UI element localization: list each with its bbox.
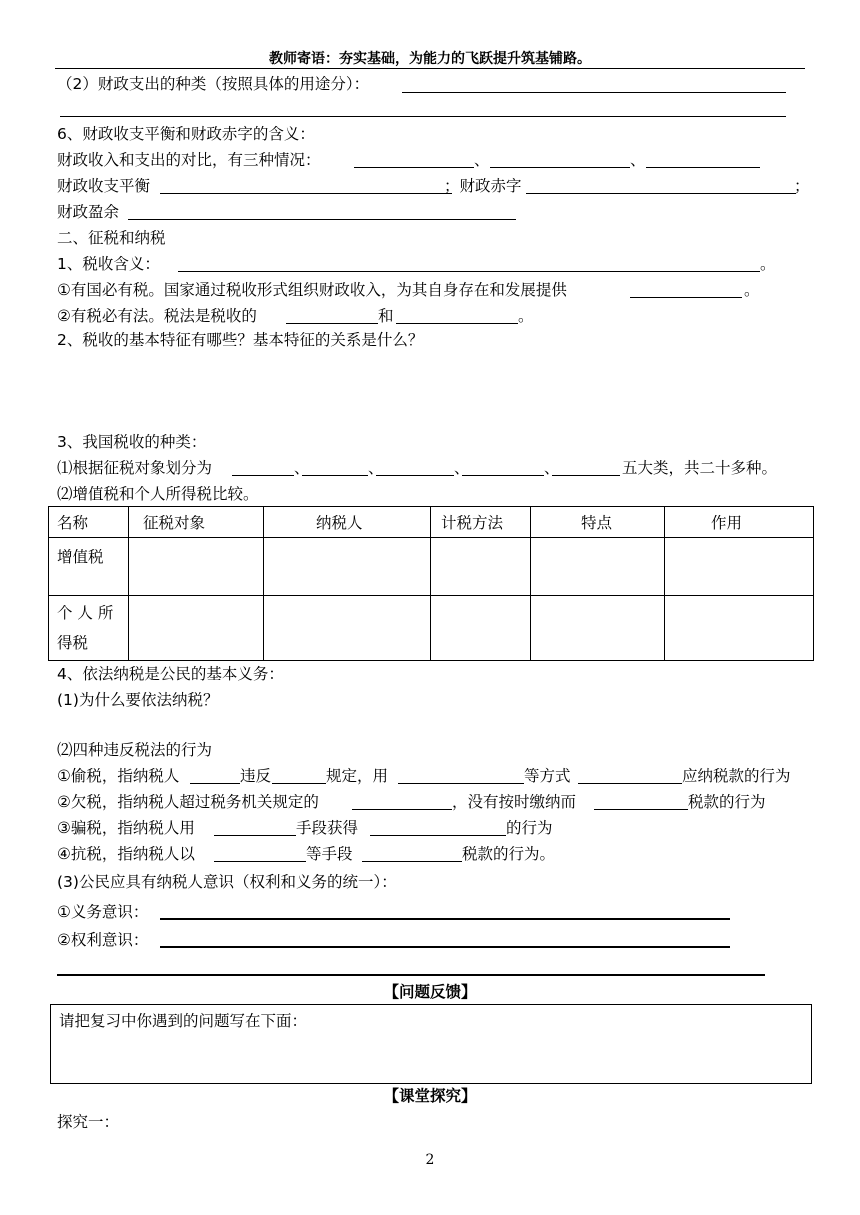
violation-tax-evasion: ①偷税，指纳税人 <box>57 767 180 785</box>
separator: 、 <box>368 459 384 477</box>
separator: 、 <box>630 151 646 169</box>
section-divider <box>57 974 765 976</box>
table-cell[interactable] <box>531 538 665 596</box>
answer-blank[interactable] <box>396 323 518 324</box>
table-cell-name: 个 人 所 得税 <box>49 596 129 661</box>
table-cell[interactable] <box>431 538 531 596</box>
violation-tax-resistance: ④抗税，指纳税人以 <box>57 845 195 863</box>
violation-text: 手段获得 <box>296 819 359 837</box>
separator: 、 <box>474 151 490 169</box>
punctuation: 。 <box>760 255 776 273</box>
violation-text: 税款的行为 <box>688 793 766 811</box>
table-header-cell: 名称 <box>49 507 129 538</box>
table-cell[interactable] <box>531 596 665 661</box>
answer-blank[interactable] <box>490 167 630 168</box>
section-heading-taxation: 二、征税和纳税 <box>57 229 166 247</box>
violation-text: 税款的行为。 <box>462 845 556 863</box>
separator: 、 <box>454 459 470 477</box>
answer-blank[interactable] <box>552 475 620 476</box>
question-tax-meaning: 1、税收含义： <box>57 255 160 273</box>
question-why-pay-tax: (1)为什么要依法纳税？ <box>57 691 219 709</box>
section-title-balance-deficit: 6、财政收支平衡和财政赤字的含义： <box>57 125 315 143</box>
table-header-cell: 特点 <box>531 507 665 538</box>
answer-blank[interactable] <box>214 835 296 836</box>
explore-item-one: 探究一： <box>57 1113 120 1131</box>
table-header-cell: 作用 <box>665 507 814 538</box>
answer-blank[interactable] <box>160 918 730 920</box>
answer-blank[interactable] <box>398 783 524 784</box>
answer-blank[interactable] <box>354 167 474 168</box>
table-cell[interactable] <box>665 596 814 661</box>
answer-blank[interactable] <box>630 297 742 298</box>
answer-blank[interactable] <box>286 323 378 324</box>
violation-text: ，没有按时缴纳而 <box>452 793 577 811</box>
answer-blank[interactable] <box>60 116 786 117</box>
statement-tax-comparison: ⑵增值税和个人所得税比较。 <box>57 485 259 503</box>
answer-blank[interactable] <box>370 835 506 836</box>
section-title-tax-types: 3、我国税收的种类： <box>57 433 207 451</box>
answer-blank[interactable] <box>272 783 326 784</box>
conjunction: 和 <box>378 307 394 325</box>
page-number: 2 <box>425 1152 435 1168</box>
answer-blank[interactable] <box>462 475 544 476</box>
label-fiscal-deficit: ；财政赤字 <box>444 177 522 195</box>
section-title-lawful-tax: 4、依法纳税是公民的基本义务： <box>57 665 284 683</box>
label-duty-awareness: ①义务意识： <box>57 903 149 921</box>
table-header-cell: 征税对象 <box>129 507 264 538</box>
statement-tax-nation: ①有国必有税。国家通过税收形式组织财政收入，为其自身存在和发展提供 <box>57 281 567 299</box>
answer-blank[interactable] <box>352 809 452 810</box>
explore-title: 【课堂探究】 <box>383 1087 477 1105</box>
table-cell-name: 增值税 <box>49 538 129 596</box>
table-header-row <box>49 507 814 538</box>
answer-blank[interactable] <box>578 783 682 784</box>
answer-blank[interactable] <box>402 92 786 93</box>
tax-comparison-table <box>48 506 814 661</box>
violation-text: 违反 <box>240 767 272 785</box>
table-cell[interactable] <box>264 596 431 661</box>
answer-blank[interactable] <box>214 861 306 862</box>
violation-text: 应纳税款的行为 <box>682 767 791 785</box>
table-cell[interactable] <box>264 538 431 596</box>
table-cell[interactable] <box>129 596 264 661</box>
label-rights-awareness: ②权利意识： <box>57 931 149 949</box>
answer-blank[interactable] <box>178 271 760 272</box>
table-cell[interactable] <box>431 596 531 661</box>
answer-blank[interactable] <box>594 809 688 810</box>
answer-blank[interactable] <box>128 219 516 220</box>
statement-tax-categories: ⑴根据征税对象划分为 <box>57 459 213 477</box>
answer-blank[interactable] <box>362 861 462 862</box>
answer-blank[interactable] <box>190 783 240 784</box>
answer-blank[interactable] <box>160 946 730 948</box>
label-fiscal-surplus: 财政盈余 <box>57 203 120 221</box>
answer-blank[interactable] <box>302 475 368 476</box>
punctuation: ； <box>794 177 810 195</box>
table-cell[interactable] <box>129 538 264 596</box>
separator: 、 <box>544 459 560 477</box>
table-cell[interactable] <box>665 538 814 596</box>
punctuation: 。 <box>744 281 760 299</box>
violation-tax-fraud: ③骗税，指纳税人用 <box>57 819 195 837</box>
separator: 、 <box>294 459 310 477</box>
question-tax-features: 2、税收的基本特征有哪些？基本特征的关系是什么？ <box>57 331 424 349</box>
subsection-tax-violations: ⑵四种违反税法的行为 <box>57 741 213 759</box>
feedback-box[interactable] <box>50 1004 812 1084</box>
table-row <box>49 538 814 596</box>
table-header-cell: 纳税人 <box>264 507 431 538</box>
table-header-cell: 计税方法 <box>431 507 531 538</box>
violation-text: 规定，用 <box>326 767 389 785</box>
label-fiscal-balance: 财政收支平衡 <box>57 177 151 195</box>
statement-tax-categories-end: 五大类，共二十多种。 <box>622 459 778 477</box>
question-three-cases: 财政收入和支出的对比，有三种情况： <box>57 151 321 169</box>
answer-blank[interactable] <box>646 167 760 168</box>
violation-text: 等手段 <box>306 845 353 863</box>
feedback-prompt: 请把复习中你遇到的问题写在下面： <box>59 1012 308 1030</box>
header-rule <box>55 68 805 69</box>
answer-blank[interactable] <box>160 193 452 194</box>
violation-text: 等方式 <box>524 767 571 785</box>
answer-blank[interactable] <box>376 475 454 476</box>
subsection-taxpayer-awareness: (3)公民应具有纳税人意识（权利和义务的统一）： <box>57 873 397 891</box>
table-row <box>49 596 814 661</box>
violation-tax-arrears: ②欠税，指纳税人超过税务机关规定的 <box>57 793 319 811</box>
page-header-motto: 教师寄语：夯实基础，为能力的飞跃提升筑基铺路。 <box>269 51 591 67</box>
feedback-title: 【问题反馈】 <box>383 983 477 1001</box>
question-expenditure-types: （2）财政支出的种类（按照具体的用途分）： <box>57 75 370 93</box>
answer-blank[interactable] <box>232 475 294 476</box>
statement-tax-law: ②有税必有法。税法是税收的 <box>57 307 257 325</box>
violation-text: 的行为 <box>506 819 553 837</box>
answer-blank[interactable] <box>526 193 796 194</box>
punctuation: 。 <box>518 307 534 325</box>
